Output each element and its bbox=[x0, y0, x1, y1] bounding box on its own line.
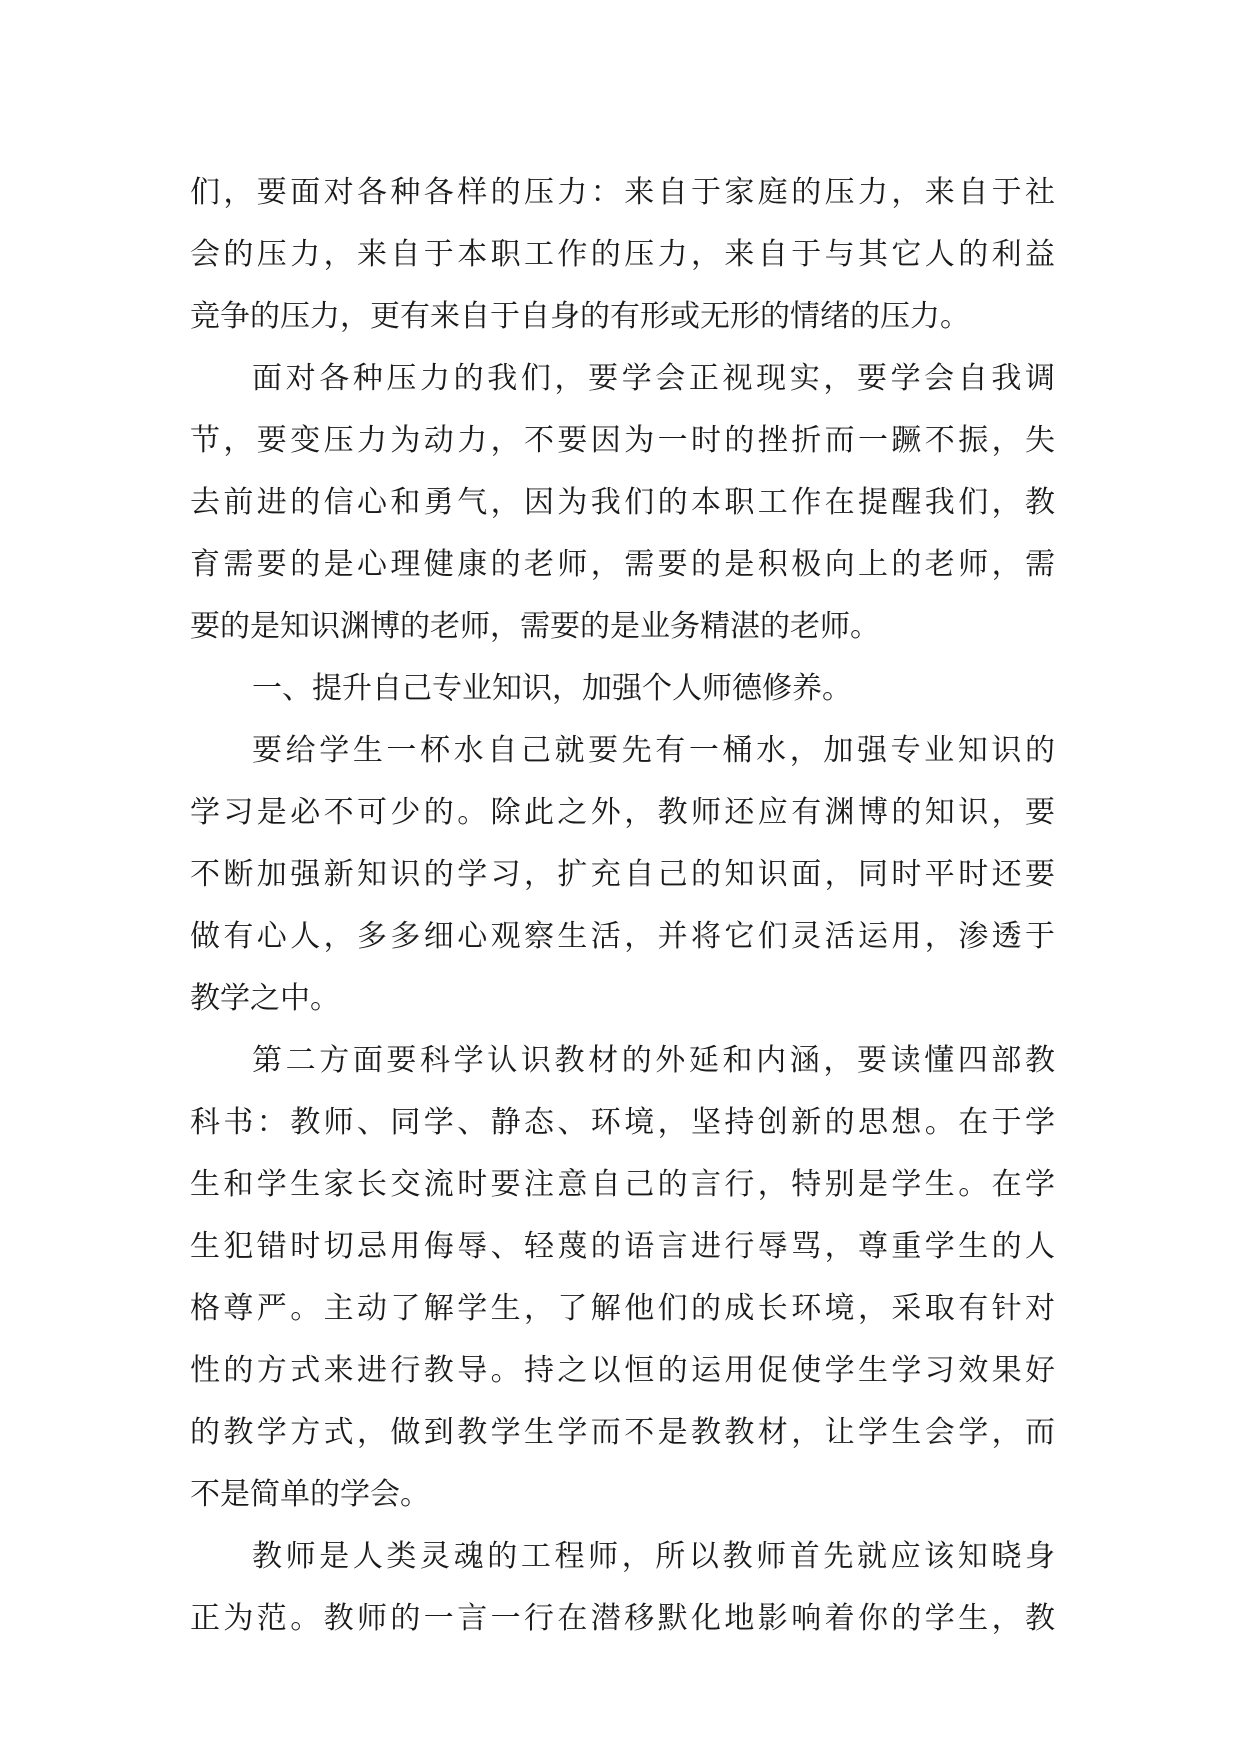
text-line: 不是简单的学会。 bbox=[190, 1477, 430, 1512]
text-line: 的教学方式，做到教学生学而不是教教材，让学生会学，而 bbox=[190, 1415, 1055, 1450]
document-body bbox=[190, 162, 1055, 1650]
text-line: 科书：教师、同学、静态、环境，坚持创新的思想。在于学 bbox=[190, 1105, 1055, 1140]
text-line: 节，要变压力为动力，不要因为一时的挫折而一蹶不振，失 bbox=[190, 423, 1055, 458]
text-line: 学习是必不可少的。除此之外，教师还应有渊博的知识，要 bbox=[190, 795, 1055, 830]
text-line: 生犯错时切忌用侮辱、轻蔑的语言进行辱骂，尊重学生的人 bbox=[190, 1229, 1055, 1264]
text-line: 们，要面对各种各样的压力：来自于家庭的压力，来自于社 bbox=[190, 175, 1055, 210]
text-line: 育需要的是心理健康的老师，需要的是积极向上的老师，需 bbox=[190, 547, 1055, 582]
text-line: 去前进的信心和勇气，因为我们的本职工作在提醒我们，教 bbox=[190, 485, 1055, 520]
text-line: 第二方面要科学认识教材的外延和内涵，要读懂四部教 bbox=[252, 1043, 1055, 1078]
text-line: 一、提升自己专业知识，加强个人师德修养。 bbox=[252, 671, 852, 706]
text-line: 格尊严。主动了解学生，了解他们的成长环境，采取有针对 bbox=[190, 1291, 1055, 1326]
text-line: 教师是人类灵魂的工程师，所以教师首先就应该知晓身 bbox=[252, 1539, 1055, 1574]
text-line: 要的是知识渊博的老师，需要的是业务精湛的老师。 bbox=[190, 609, 880, 644]
text-line: 会的压力，来自于本职工作的压力，来自于与其它人的利益 bbox=[190, 237, 1055, 272]
text-line: 要给学生一杯水自己就要先有一桶水，加强专业知识的 bbox=[252, 733, 1055, 768]
text-line: 不断加强新知识的学习，扩充自己的知识面，同时平时还要 bbox=[190, 857, 1055, 892]
text-line: 性的方式来进行教导。持之以恒的运用促使学生学习效果好 bbox=[190, 1353, 1055, 1388]
text-line: 正为范。教师的一言一行在潜移默化地影响着你的学生，教 bbox=[190, 1601, 1055, 1636]
text-line: 面对各种压力的我们，要学会正视现实，要学会自我调 bbox=[252, 361, 1055, 396]
text-line: 做有心人，多多细心观察生活，并将它们灵活运用，渗透于 bbox=[190, 919, 1055, 954]
text-line: 竞争的压力，更有来自于自身的有形或无形的情绪的压力。 bbox=[190, 299, 970, 334]
text-line: 生和学生家长交流时要注意自己的言行，特别是学生。在学 bbox=[190, 1167, 1055, 1202]
text-line: 教学之中。 bbox=[190, 981, 340, 1016]
